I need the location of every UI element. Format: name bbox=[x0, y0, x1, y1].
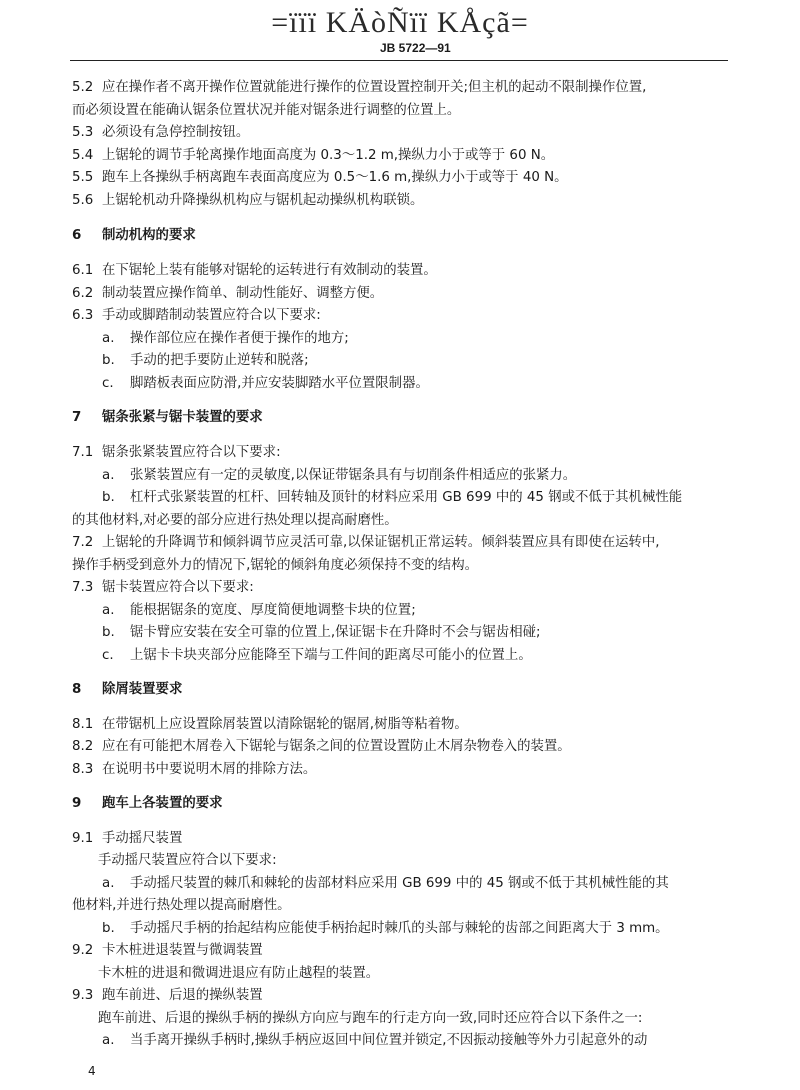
section-7-heading bbox=[72, 408, 722, 428]
clause-text: 应在有可能把木屑卷入下锯轮与锯条之间的位置设置防止木屑杂物卷入的装置。 bbox=[102, 739, 571, 754]
clause-number: 5.3 bbox=[72, 125, 94, 140]
clause-6-1 bbox=[72, 261, 722, 281]
item-marker: c. bbox=[102, 376, 114, 391]
clause-number: 8.3 bbox=[72, 762, 94, 777]
item-marker: a. bbox=[102, 468, 115, 483]
clause-number: 6.3 bbox=[72, 308, 94, 323]
clause-6-3 bbox=[72, 306, 722, 326]
clause-number: 9.2 bbox=[72, 943, 94, 958]
clause-number: 5.4 bbox=[72, 148, 94, 163]
clause-5-6 bbox=[72, 191, 722, 211]
clause-7-1-item-b-continued: 的其他材料,对必要的部分应进行热处理以提高耐磨性。 bbox=[72, 513, 398, 528]
section-number: 8 bbox=[72, 682, 82, 697]
clause-title: 跑车前进、后退的操纵装置 bbox=[102, 988, 263, 1003]
clause-7-3-item-c bbox=[72, 646, 752, 666]
clause-9-2-text: 卡木桩的进退和微调进退应有防止越程的装置。 bbox=[98, 966, 380, 981]
clause-5-2-continued: 而必须设置在能确认锯条位置状况并能对锯条进行调整的位置上。 bbox=[72, 103, 461, 118]
clause-5-5 bbox=[72, 168, 722, 188]
clause-9-3 bbox=[72, 986, 722, 1006]
clause-text: 锯条张紧装置应符合以下要求: bbox=[102, 445, 281, 460]
clause-6-2 bbox=[72, 284, 722, 304]
clause-title: 手动摇尺装置 bbox=[102, 831, 183, 846]
clause-7-2-continued: 操作手柄受到意外力的情况下,锯轮的倾斜角度必须保持不变的结构。 bbox=[72, 558, 478, 573]
clause-text: 在说明书中要说明木屑的排除方法。 bbox=[102, 762, 317, 777]
clause-number: 6.1 bbox=[72, 263, 94, 278]
item-text: 当手离开操纵手柄时,操纵手柄应返回中间位置并锁定,不因振动接触等外力引起意外的动 bbox=[130, 1033, 648, 1048]
clause-text: 上锯轮机动升降操纵机构应与锯机起动操纵机构联锁。 bbox=[102, 193, 424, 208]
clause-text: 上锯轮的升降调节和倾斜调节应灵活可靠,以保证锯机正常运转。倾斜装置应具有即使在运转中, bbox=[102, 535, 660, 550]
item-marker: b. bbox=[102, 921, 115, 936]
clause-9-1-item-a bbox=[72, 874, 752, 894]
clause-text: 在带锯机上应设置除屑装置以清除锯轮的锯屑,树脂等粘着物。 bbox=[102, 717, 468, 732]
item-text: 手动摇尺手柄的抬起结构应能使手柄抬起时棘爪的头部与棘轮的齿部之间距离大于 3 mm。 bbox=[130, 921, 669, 936]
item-text: 能根据锯条的宽度、厚度简便地调整卡块的位置; bbox=[130, 603, 416, 618]
clause-9-2 bbox=[72, 941, 722, 961]
section-6-heading bbox=[72, 226, 722, 246]
standard-number: JB 5722—91 bbox=[380, 41, 451, 55]
item-marker: b. bbox=[102, 625, 115, 640]
section-title: 跑车上各装置的要求 bbox=[102, 796, 223, 811]
section-8-heading bbox=[72, 680, 722, 700]
clause-number: 8.1 bbox=[72, 717, 94, 732]
clause-text: 必须设有急停控制按钮。 bbox=[102, 125, 250, 140]
clause-6-3-item-a bbox=[72, 329, 752, 349]
clause-title: 卡木桩进退装置与微调装置 bbox=[102, 943, 263, 958]
clause-7-3-item-b bbox=[72, 623, 752, 643]
item-marker: b. bbox=[102, 490, 115, 505]
clause-text: 手动或脚踏制动装置应符合以下要求: bbox=[102, 308, 321, 323]
clause-number: 7.1 bbox=[72, 445, 94, 460]
clause-8-3 bbox=[72, 760, 722, 780]
clause-7-1-item-a bbox=[72, 466, 752, 486]
section-title: 制动机构的要求 bbox=[102, 228, 196, 243]
clause-6-3-item-b bbox=[72, 351, 752, 371]
clause-text: 上锯轮的调节手轮离操作地面高度为 0.3～1.2 m,操纵力小于或等于 60 N。 bbox=[102, 148, 555, 163]
clause-number: 9.3 bbox=[72, 988, 94, 1003]
clause-number: 7.2 bbox=[72, 535, 94, 550]
item-text: 手动的把手要防止逆转和脱落; bbox=[130, 353, 309, 368]
item-text: 锯卡臂应安装在安全可靠的位置上,保证锯卡在升降时不会与锯齿相碰; bbox=[130, 625, 541, 640]
clause-8-2 bbox=[72, 737, 722, 757]
clause-text: 在下锯轮上装有能够对锯轮的运转进行有效制动的装置。 bbox=[102, 263, 437, 278]
clause-number: 5.5 bbox=[72, 170, 94, 185]
clause-9-1-item-b bbox=[72, 919, 752, 939]
item-text: 张紧装置应有一定的灵敏度,以保证带锯条具有与切削条件相适应的张紧力。 bbox=[130, 468, 577, 483]
page-number: 4 bbox=[88, 1064, 96, 1078]
item-text: 脚踏板表面应防滑,并应安装脚踏水平位置限制器。 bbox=[130, 376, 429, 391]
clause-number: 5.6 bbox=[72, 193, 94, 208]
clause-5-3 bbox=[72, 123, 722, 143]
watermark-text: =ïïï KÄòÑïï KÅçã= bbox=[271, 6, 529, 39]
section-title: 除屑装置要求 bbox=[102, 682, 183, 697]
section-number: 6 bbox=[72, 228, 82, 243]
section-number: 7 bbox=[72, 410, 82, 425]
clause-7-1 bbox=[72, 443, 722, 463]
section-title: 锯条张紧与锯卡装置的要求 bbox=[102, 410, 263, 425]
clause-number: 5.2 bbox=[72, 80, 94, 95]
clause-9-3-item-a bbox=[72, 1031, 752, 1051]
item-marker: c. bbox=[102, 648, 114, 663]
header-divider bbox=[70, 60, 728, 61]
item-marker: a. bbox=[102, 1033, 115, 1048]
section-9-heading bbox=[72, 794, 722, 814]
clause-5-2 bbox=[72, 78, 722, 98]
clause-7-2 bbox=[72, 533, 722, 553]
clause-7-3 bbox=[72, 578, 722, 598]
item-text: 杠杆式张紧装置的杠杆、回转轴及顶针的材料应采用 GB 699 中的 45 钢或不低于其机械性能 bbox=[130, 490, 683, 505]
clause-5-4 bbox=[72, 146, 722, 166]
item-marker: a. bbox=[102, 876, 115, 891]
clause-6-3-item-c bbox=[72, 374, 752, 394]
clause-9-1 bbox=[72, 829, 722, 849]
clause-number: 8.2 bbox=[72, 739, 94, 754]
clause-7-3-item-a bbox=[72, 601, 752, 621]
item-text: 操作部位应在操作者便于操作的地方; bbox=[130, 331, 349, 346]
item-text: 上锯卡卡块夹部分应能降至下端与工件间的距离尽可能小的位置上。 bbox=[130, 648, 532, 663]
clause-text: 应在操作者不离开操作位置就能进行操作的位置设置控制开关;但主机的起动不限制操作位置, bbox=[102, 80, 647, 95]
clause-number: 7.3 bbox=[72, 580, 94, 595]
clause-number: 9.1 bbox=[72, 831, 94, 846]
clause-9-1-item-a-continued: 他材料,并进行热处理以提高耐磨性。 bbox=[72, 898, 291, 913]
clause-text: 制动装置应操作简单、制动性能好、调整方便。 bbox=[102, 286, 384, 301]
clause-8-1 bbox=[72, 715, 722, 735]
clause-7-1-item-b bbox=[72, 488, 752, 508]
clause-text: 锯卡装置应符合以下要求: bbox=[102, 580, 254, 595]
clause-text: 跑车上各操纵手柄离跑车表面高度应为 0.5～1.6 m,操纵力小于或等于 40 N。 bbox=[102, 170, 568, 185]
item-marker: a. bbox=[102, 603, 115, 618]
item-text: 手动摇尺装置的棘爪和棘轮的齿部材料应采用 GB 699 中的 45 钢或不低于其机械性能的其 bbox=[130, 876, 669, 891]
clause-9-3-text: 跑车前进、后退的操纵手柄的操纵方向应与跑车的行走方向一致,同时还应符合以下条件之一: bbox=[98, 1011, 643, 1026]
item-marker: a. bbox=[102, 331, 115, 346]
clause-number: 6.2 bbox=[72, 286, 94, 301]
item-marker: b. bbox=[102, 353, 115, 368]
clause-9-1-intro: 手动摇尺装置应符合以下要求: bbox=[98, 853, 277, 868]
section-number: 9 bbox=[72, 796, 82, 811]
